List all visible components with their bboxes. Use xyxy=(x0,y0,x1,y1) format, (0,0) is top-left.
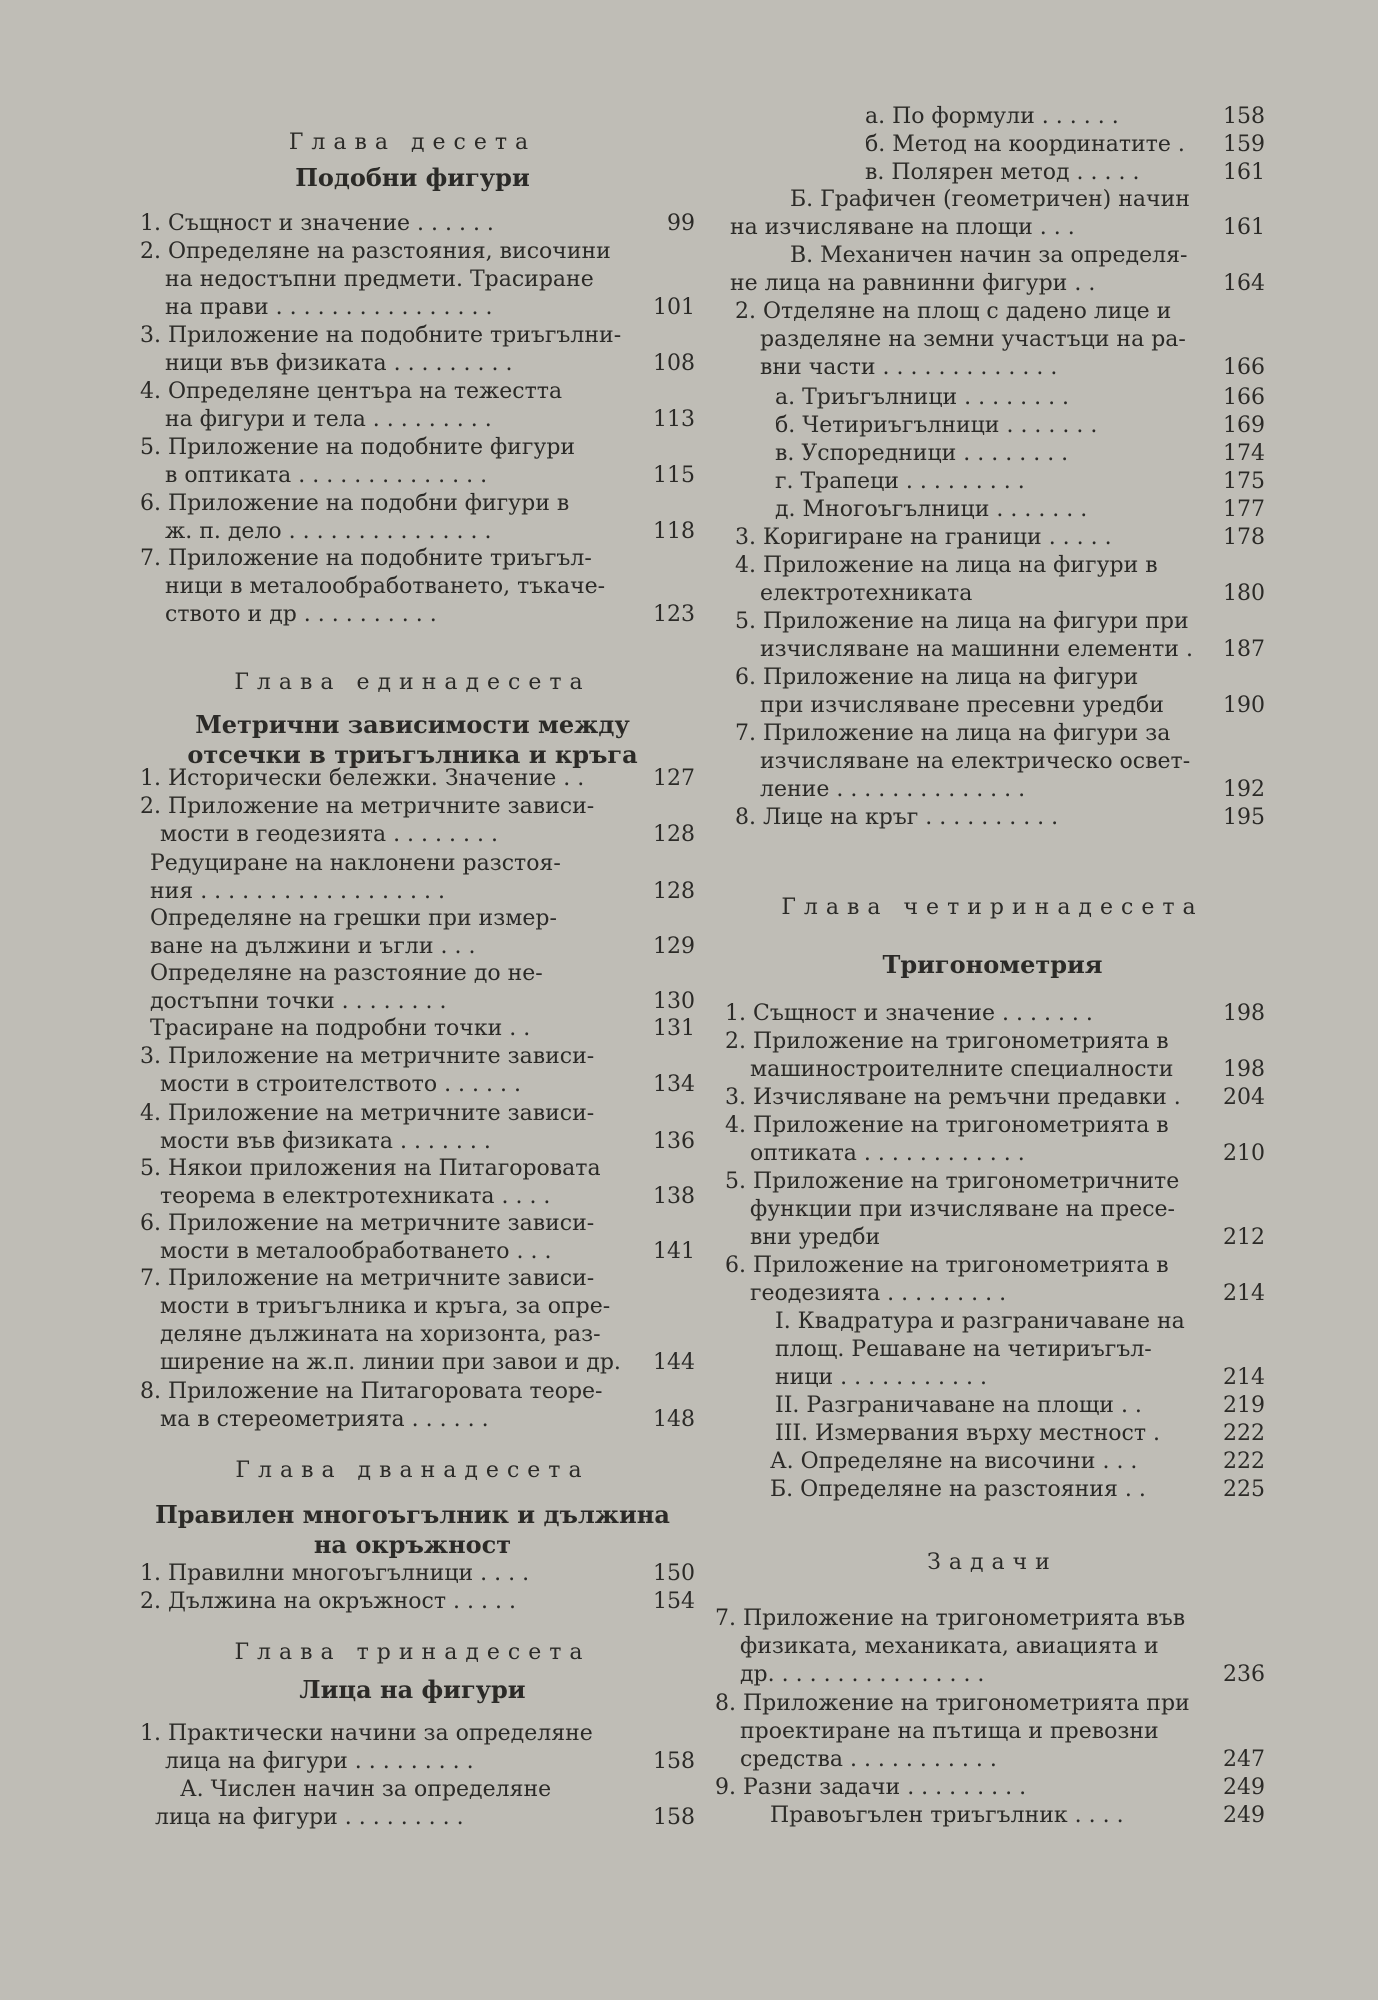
toc-entry-text: в оптиката . . . . . . . . . . . . . . xyxy=(165,463,488,488)
toc-page-number: 187 xyxy=(1223,637,1265,662)
toc-entry-text: ници в металообработването, тъкаче- xyxy=(165,574,606,599)
toc-page-number: 118 xyxy=(653,519,695,544)
toc-entry-text: лица на фигури . . . . . . . . . xyxy=(155,1805,464,1830)
toc-entry[interactable] xyxy=(735,608,1265,664)
toc-entry-text: Б. Определяне на разстояния . . xyxy=(770,1477,1146,1502)
toc-entry-text: електротехниката xyxy=(760,581,973,606)
toc-entry[interactable] xyxy=(140,765,695,793)
chapter-heading: Глава десета xyxy=(288,130,537,155)
toc-page-number: 148 xyxy=(653,1407,695,1432)
toc-entry-text: б. Четириъгълници . . . . . . . xyxy=(775,413,1098,438)
toc-entry-text: достъпни точки . . . . . . . . xyxy=(150,989,447,1014)
toc-entry-text: 3. Коригиране на граници . . . . . xyxy=(735,525,1112,550)
toc-entry[interactable] xyxy=(735,552,1265,608)
toc-entry-text: 4. Приложение на лица на фигури в xyxy=(735,553,1158,578)
toc-entry[interactable] xyxy=(775,412,1265,440)
toc-page-number: 158 xyxy=(653,1749,695,1774)
toc-entry-text: а. Триъгълници . . . . . . . . xyxy=(775,385,1070,410)
toc-entry-text: деляне дължината на хоризонта, раз- xyxy=(160,1322,601,1347)
toc-entry[interactable] xyxy=(715,1605,1265,1689)
chapter-heading: Глава четиринадесета xyxy=(781,895,1204,920)
toc-entry-text: 3. Приложение на метричните зависи- xyxy=(140,1044,595,1069)
toc-page-number: 130 xyxy=(653,989,695,1014)
toc-entry-text: на фигури и тела . . . . . . . . . xyxy=(165,407,492,432)
toc-entry[interactable] xyxy=(140,793,695,849)
toc-entry[interactable] xyxy=(735,524,1265,552)
toc-entry-text: Определяне на грешки при измер- xyxy=(150,906,557,931)
toc-page-number: 180 xyxy=(1223,581,1265,606)
toc-page-number: 127 xyxy=(653,766,695,791)
toc-entry-text: мости във физиката . . . . . . . xyxy=(160,1129,491,1154)
toc-entry[interactable] xyxy=(140,545,695,629)
toc-entry-text: 8. Приложение на тригонометрията при xyxy=(715,1691,1190,1716)
toc-entry-text: ление . . . . . . . . . . . . . . xyxy=(760,777,1026,802)
toc-entry-text: в. Полярен метод . . . . . xyxy=(865,160,1140,185)
toc-entry-text: 2. Определяне на разстояния, височини xyxy=(140,239,611,264)
toc-entry-text: др. . . . . . . . . . . . . . . . xyxy=(740,1662,985,1687)
toc-page-number: 247 xyxy=(1223,1747,1265,1772)
toc-entry-text: 1. Същност и значение . . . . . . xyxy=(140,211,494,236)
toc-entry[interactable] xyxy=(775,496,1265,524)
toc-entry[interactable] xyxy=(775,440,1265,468)
toc-entry-text: 3. Приложение на подобните триъгълни- xyxy=(140,323,622,348)
toc-entry[interactable] xyxy=(725,1112,1265,1168)
toc-entry-text: 5. Някои приложения на Питагоровата xyxy=(140,1156,601,1181)
toc-entry[interactable] xyxy=(730,186,1265,242)
toc-entry-text: ния . . . . . . . . . . . . . . . . . . xyxy=(150,879,445,904)
toc-entry[interactable] xyxy=(150,905,695,961)
toc-entry-text: на прави . . . . . . . . . . . . . . . . xyxy=(165,295,493,320)
toc-entry[interactable] xyxy=(155,1776,695,1832)
toc-page-number: 128 xyxy=(653,879,695,904)
toc-page-number: 222 xyxy=(1223,1421,1265,1446)
toc-page-number: 166 xyxy=(1223,385,1265,410)
toc-entry-text: д. Многоъгълници . . . . . . . xyxy=(775,497,1088,522)
toc-entry-text: Правоъгълен триъгълник . . . . xyxy=(770,1803,1124,1828)
toc-entry-text: ма в стереометрията . . . . . . xyxy=(160,1407,489,1432)
toc-page-number: 161 xyxy=(1223,160,1265,185)
toc-entry-text: лица на фигури . . . . . . . . . xyxy=(165,1749,474,1774)
toc-entry-text: Б. Графичен (геометричен) начин xyxy=(790,187,1190,212)
toc-entry-text: 6. Приложение на лица на фигури xyxy=(735,665,1139,690)
toc-page-number: 192 xyxy=(1223,777,1265,802)
toc-entry-text: мости в геодезията . . . . . . . . xyxy=(160,822,498,847)
toc-entry[interactable] xyxy=(775,384,1265,412)
toc-entry[interactable] xyxy=(865,103,1265,131)
toc-page-number: 115 xyxy=(653,463,695,488)
toc-page-number: 138 xyxy=(653,1184,695,1209)
toc-entry-text: А. Числен начин за определяне xyxy=(180,1777,552,1802)
toc-entry[interactable] xyxy=(150,960,695,1016)
toc-entry[interactable] xyxy=(140,1100,695,1156)
toc-entry-text: мости в металообработването . . . xyxy=(160,1239,552,1264)
toc-entry[interactable] xyxy=(770,1476,1265,1504)
toc-entry-text: изчисляване на машинни елементи . xyxy=(760,637,1193,662)
toc-entry[interactable] xyxy=(140,1560,695,1588)
toc-page-number: 249 xyxy=(1223,1775,1265,1800)
toc-entry[interactable] xyxy=(140,1588,695,1616)
toc-entry-text: 2. Отделяне на площ с дадено лице и xyxy=(735,299,1172,324)
toc-entry[interactable] xyxy=(140,1378,695,1434)
toc-entry-text: ници във физиката . . . . . . . . . xyxy=(165,351,513,376)
toc-page-number: 212 xyxy=(1223,1225,1265,1250)
toc-entry-text: теорема в електротехниката . . . . xyxy=(160,1184,551,1209)
toc-entry-text: площ. Решаване на четириъгъл- xyxy=(775,1337,1152,1362)
toc-entry-text: ширение на ж.п. линии при завои и др. xyxy=(160,1350,621,1375)
toc-entry-text: 5. Приложение на тригонометричните xyxy=(725,1169,1180,1194)
toc-page-number: 195 xyxy=(1223,805,1265,830)
toc-entry[interactable] xyxy=(735,720,1265,804)
toc-entry-text: 7. Приложение на подобните триъгъл- xyxy=(140,546,592,571)
toc-page-number: 131 xyxy=(653,1016,695,1041)
toc-entry-text: геодезията . . . . . . . . . xyxy=(750,1281,1007,1306)
toc-page-number: 214 xyxy=(1223,1365,1265,1390)
toc-entry-text: функции при изчисляване на пресе- xyxy=(750,1197,1175,1222)
toc-page-number: 113 xyxy=(653,407,695,432)
toc-page-number: 134 xyxy=(653,1072,695,1097)
toc-entry[interactable] xyxy=(140,322,695,378)
toc-page-number: 175 xyxy=(1223,469,1265,494)
toc-page-number: 177 xyxy=(1223,497,1265,522)
toc-entry-text: а. По формули . . . . . . xyxy=(865,104,1119,129)
toc-entry[interactable] xyxy=(775,1392,1265,1420)
chapter-title: Тригонометрия xyxy=(882,950,1103,979)
toc-entry-text: ж. п. дело . . . . . . . . . . . . . . . xyxy=(165,519,492,544)
toc-page-number: 141 xyxy=(653,1239,695,1264)
toc-entry-text: средства . . . . . . . . . . . xyxy=(740,1747,997,1772)
toc-page-number: 150 xyxy=(653,1561,695,1586)
toc-entry-text: 7. Приложение на метричните зависи- xyxy=(140,1266,595,1291)
toc-entry[interactable] xyxy=(715,1774,1265,1802)
chapter-title: Правилен многоъгълник и дължина xyxy=(155,1500,670,1529)
toc-entry-text: II. Разграничаване на площи . . xyxy=(775,1393,1142,1418)
chapter-heading: Глава единадесета xyxy=(234,670,591,695)
toc-entry-text: I. Квадратура и разграничаване на xyxy=(775,1309,1185,1334)
toc-entry-text: вни уредби xyxy=(750,1225,881,1250)
toc-entry-text: 5. Приложение на подобните фигури xyxy=(140,435,576,460)
toc-entry-text: 1. Същност и значение . . . . . . . xyxy=(725,1001,1093,1026)
toc-entry-text: не лица на равнинни фигури . . xyxy=(730,271,1096,296)
toc-entry-text: 2. Приложение на тригонометрията в xyxy=(725,1029,1169,1054)
toc-entry[interactable] xyxy=(140,378,695,434)
toc-page-number: 174 xyxy=(1223,441,1265,466)
toc-entry-text: 6. Приложение на тригонометрията в xyxy=(725,1253,1169,1278)
toc-entry[interactable] xyxy=(725,1000,1265,1028)
toc-entry-text: ване на дължини и ъгли . . . xyxy=(150,934,476,959)
toc-entry[interactable] xyxy=(725,1252,1265,1308)
toc-entry[interactable] xyxy=(770,1802,1265,1830)
toc-page-number: 198 xyxy=(1223,1001,1265,1026)
toc-entry-text: проектиране на пътища и превозни xyxy=(740,1719,1159,1744)
toc-entry[interactable] xyxy=(140,490,695,546)
chapter-heading: Глава дванадесета xyxy=(235,1458,590,1483)
toc-page-number: 136 xyxy=(653,1129,695,1154)
toc-entry[interactable] xyxy=(725,1028,1265,1084)
toc-entry[interactable] xyxy=(150,850,695,906)
chapter-title: Подобни фигури xyxy=(295,163,530,192)
toc-page-number: 222 xyxy=(1223,1449,1265,1474)
toc-page-number: 128 xyxy=(653,822,695,847)
toc-entry-text: 2. Приложение на метричните зависи- xyxy=(140,794,595,819)
chapter-title: Метрични зависимости между xyxy=(195,710,630,739)
chapter-title: Лица на фигури xyxy=(299,1675,526,1704)
toc-page-number: 166 xyxy=(1223,355,1265,380)
chapter-heading: Глава тринадесета xyxy=(234,1640,591,1665)
toc-entry-text: Определяне на разстояние до не- xyxy=(150,961,543,986)
toc-entry-text: в. Успоредници . . . . . . . . xyxy=(775,441,1069,466)
toc-entry-text: 4. Приложение на тригонометрията в xyxy=(725,1113,1169,1138)
toc-entry-text: 7. Приложение на тригонометрията във xyxy=(715,1606,1186,1631)
toc-page-number: 123 xyxy=(653,602,695,627)
toc-entry-text: мости в триъгълника и кръга, за опре- xyxy=(160,1294,611,1319)
toc-page-number: 99 xyxy=(667,211,695,236)
toc-entry-text: III. Измервания върху местност . xyxy=(775,1421,1160,1446)
toc-entry[interactable] xyxy=(140,238,695,322)
toc-entry-text: 1. Исторически бележки. Значение . . xyxy=(140,766,585,791)
toc-entry[interactable] xyxy=(865,131,1265,159)
toc-entry-text: 1. Правилни многоъгълници . . . . xyxy=(140,1561,530,1586)
toc-page-number: 210 xyxy=(1223,1141,1265,1166)
toc-entry-text: 3. Изчисляване на ремъчни предавки . xyxy=(725,1085,1181,1110)
toc-entry-text: 5. Приложение на лица на фигури при xyxy=(735,609,1189,634)
chapter-title: отсечки в триъгълника и кръга xyxy=(187,740,638,769)
toc-entry-text: 4. Приложение на метричните зависи- xyxy=(140,1101,595,1126)
toc-page-number: 178 xyxy=(1223,525,1265,550)
toc-entry-text: на недостъпни предмети. Трасиране xyxy=(165,267,594,292)
toc-entry-text: изчисляване на електрическо освет- xyxy=(760,749,1191,774)
toc-page-number: 129 xyxy=(653,934,695,959)
toc-entry-text: 7. Приложение на лица на фигури за xyxy=(735,721,1171,746)
toc-entry[interactable] xyxy=(735,804,1265,832)
toc-page-number: 204 xyxy=(1223,1085,1265,1110)
toc-entry-text: 6. Приложение на метричните зависи- xyxy=(140,1211,595,1236)
toc-page-number: 198 xyxy=(1223,1057,1265,1082)
toc-entry-text: Редуциране на наклонени разстоя- xyxy=(150,851,561,876)
toc-page-number: 159 xyxy=(1223,132,1265,157)
toc-entry[interactable] xyxy=(725,1168,1265,1252)
toc-page-number: 236 xyxy=(1223,1662,1265,1687)
toc-page-number: 154 xyxy=(653,1589,695,1614)
toc-entry-text: на изчисляване на площи . . . xyxy=(730,215,1075,240)
toc-entry-text: 1. Практически начини за определяне xyxy=(140,1721,593,1746)
toc-page-number: 144 xyxy=(653,1350,695,1375)
toc-page-number: 225 xyxy=(1223,1477,1265,1502)
toc-entry-text: 9. Разни задачи . . . . . . . . . xyxy=(715,1775,1027,1800)
toc-page-number: 101 xyxy=(653,295,695,320)
toc-entry-text: вни части . . . . . . . . . . . . . xyxy=(760,355,1058,380)
toc-entry[interactable] xyxy=(140,1210,695,1266)
toc-page-number: 158 xyxy=(653,1805,695,1830)
toc-entry-text: 2. Дължина на окръжност . . . . . xyxy=(140,1589,516,1614)
toc-entry[interactable] xyxy=(735,298,1265,382)
toc-page-number: 190 xyxy=(1223,693,1265,718)
chapter-title: на окръжност xyxy=(313,1530,512,1559)
toc-entry-text: 4. Определяне центъра на тежестта xyxy=(140,379,563,404)
toc-entry-text: б. Метод на координатите . xyxy=(865,132,1185,157)
toc-entry[interactable] xyxy=(775,1420,1265,1448)
toc-entry[interactable] xyxy=(715,1690,1265,1774)
toc-entry[interactable] xyxy=(140,210,695,238)
toc-page-number: 169 xyxy=(1223,413,1265,438)
tasks-heading: Задачи xyxy=(927,1550,1058,1575)
toc-entry[interactable] xyxy=(775,1308,1265,1392)
toc-entry-text: г. Трапеци . . . . . . . . . xyxy=(775,469,1025,494)
toc-entry-text: А. Определяне на височини . . . xyxy=(770,1449,1138,1474)
toc-page-number: 158 xyxy=(1223,104,1265,129)
toc-page-number: 164 xyxy=(1223,271,1265,296)
toc-entry-text: разделяне на земни участъци на ра- xyxy=(760,327,1186,352)
toc-page-number: 214 xyxy=(1223,1281,1265,1306)
toc-page-number: 161 xyxy=(1223,215,1265,240)
toc-entry[interactable] xyxy=(775,468,1265,496)
toc-entry[interactable] xyxy=(150,1015,695,1043)
toc-entry-text: ници . . . . . . . . . . . xyxy=(775,1365,987,1390)
toc-entry[interactable] xyxy=(730,242,1265,298)
toc-entry-text: мости в строителството . . . . . . xyxy=(160,1072,521,1097)
toc-entry[interactable] xyxy=(770,1448,1265,1476)
toc-entry[interactable] xyxy=(725,1084,1265,1112)
toc-entry[interactable] xyxy=(140,1720,695,1776)
toc-entry[interactable] xyxy=(140,1265,695,1377)
toc-entry-text: 8. Приложение на Питагоровата теоре- xyxy=(140,1379,603,1404)
toc-page-number: 219 xyxy=(1223,1393,1265,1418)
toc-entry-text: 8. Лице на кръг . . . . . . . . . . xyxy=(735,805,1059,830)
toc-page-number: 108 xyxy=(653,351,695,376)
toc-entry-text: Трасиране на подробни точки . . xyxy=(150,1016,531,1041)
toc-entry[interactable] xyxy=(735,664,1265,720)
toc-entry[interactable] xyxy=(140,1043,695,1099)
toc-entry[interactable] xyxy=(865,159,1265,187)
toc-entry-text: оптиката . . . . . . . . . . . . xyxy=(750,1141,1025,1166)
toc-page-number: 249 xyxy=(1223,1803,1265,1828)
toc-entry-text: 6. Приложение на подобни фигури в xyxy=(140,491,570,516)
toc-entry[interactable] xyxy=(140,434,695,490)
toc-entry-text: машиностроителните специалности xyxy=(750,1057,1174,1082)
toc-entry[interactable] xyxy=(140,1155,695,1211)
toc-entry-text: В. Механичен начин за определя- xyxy=(790,243,1188,268)
toc-entry-text: при изчисляване пресевни уредби xyxy=(760,693,1164,718)
toc-entry-text: ството и др . . . . . . . . . . xyxy=(165,602,437,627)
toc-entry-text: физиката, механиката, авиацията и xyxy=(740,1634,1159,1659)
